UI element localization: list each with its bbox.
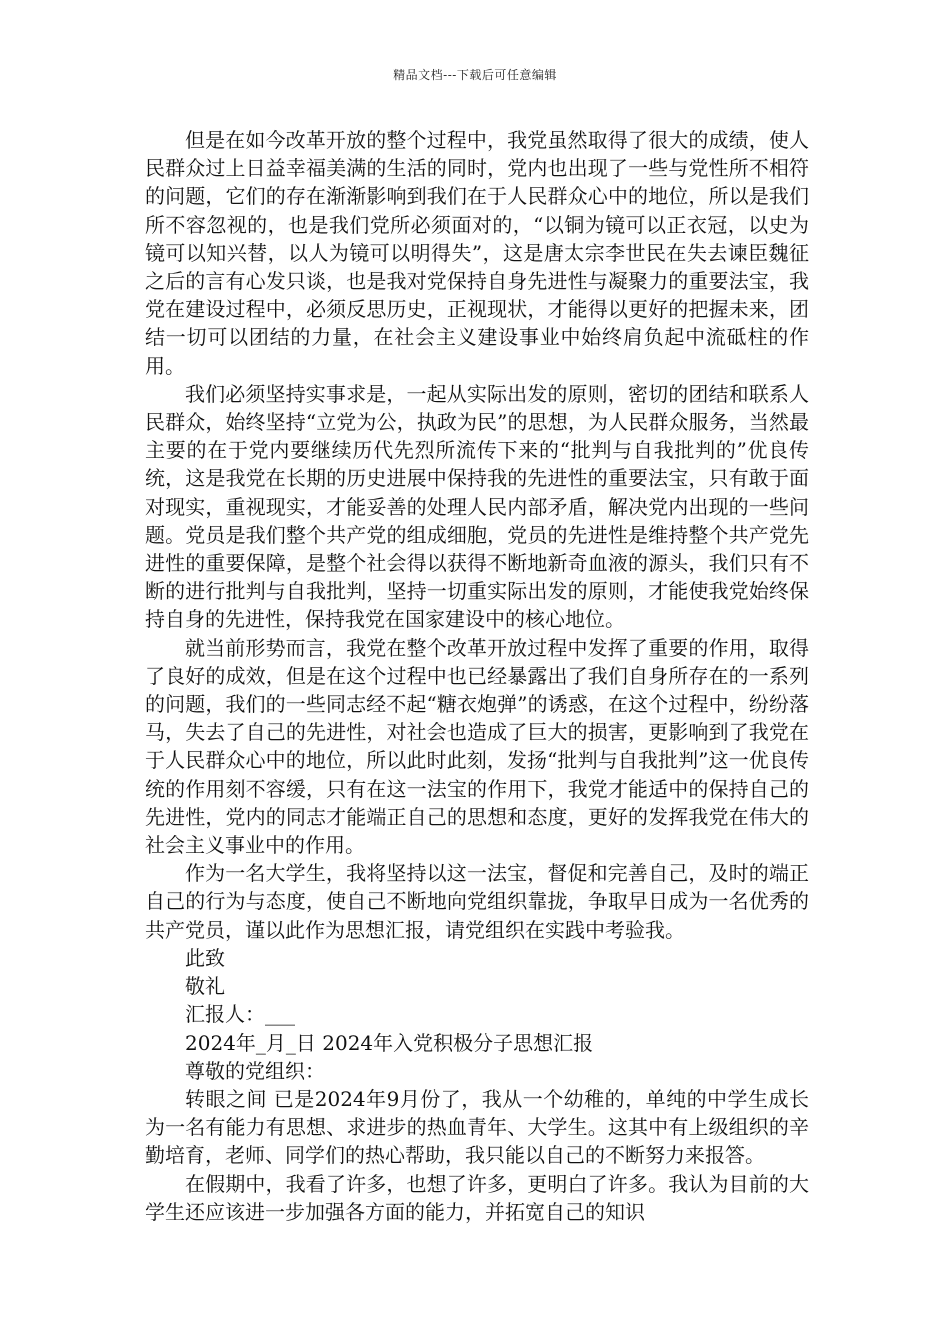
paragraph: 就当前形势而言，我党在整个改革开放过程中发挥了重要的作用，取得了良好的成效，但是在这个过程中也已经暴露出了我们自身所存在的一系列的问题，我们的一些同志经不起“糖衣炮弹”的诱惑，在这个过程中，纷纷落马，失去了自己的先进性，对社会也造成了巨大的损害，更影响到了我党在于人民群众心中的地位，所以此时此刻，发扬“批判与自我批判”这一优良传统的作用刻不容缓，只有在这一法宝的作用下，我党才能适中的保持自己的先进性，党内的同志才能端正自己的思想和态度，更好的发挥我党在伟大的社会主义事业中的作用。 (145, 635, 809, 858)
paragraph: 在假期中，我看了许多，也想了许多，更明白了许多。我认为目前的大学生还应该进一步加强各方面的能力，并拓宽自己的知识 (145, 1171, 809, 1224)
closing-regards: 敬礼 (185, 974, 225, 999)
date-title-line: 2024年_月_日 2024年入党积极分子思想汇报 (185, 1030, 594, 1055)
greeting: 尊敬的党组织： (185, 1058, 325, 1083)
paragraph: 作为一名大学生，我将坚持以这一法宝，督促和完善自己，及时的端正自己的行为与态度，使自己不断地向党组织靠拢，争取早日成为一名优秀的共产党员，谨以此作为思想汇报，请党组织在实践中考验我。 (145, 861, 809, 942)
closing-salutation: 此致 (185, 945, 225, 970)
paragraph: 我们必须坚持实事求是，一起从实际出发的原则，密切的团结和联系人民群众，始终坚持“立党为公，执政为民”的思想，为人民群众服务，当然最主要的在于党内要继续历代先烈所流传下来的“批判与自我批判的”优良传统，这是我党在长期的历史进展中保持我的先进性的重要法宝，只有敢于面对现实，重视现实，才能妥善的处理人民内部矛盾，解决党内出现的一些问题。党员是我们整个共产党的组成细胞，党员的先进性是维持整个共产党先进性的重要保障，是整个社会得以获得不断地新奇血液的源头，我们只有不断的进行批判与自我批判，坚持一切重实际出发的原则，才能使我党始终保持自身的先进性，保持我党在国家建设中的核心地位。 (145, 381, 809, 632)
page-header: 精品文档---下载后可任意编辑 (393, 68, 557, 82)
paragraph: 转眼之间 已是2024年9月份了，我从一个幼稚的，单纯的中学生成长为一名有能力有思想、求进步的热血青年、大学生。这其中有上级组织的辛勤培育，老师、同学们的热心帮助，我只能以自己的不断努力来报答。 (145, 1086, 809, 1168)
document-body (145, 126, 809, 1226)
reporter-line: 汇报人：___ (185, 1002, 295, 1027)
paragraph: 但是在如今改革开放的整个过程中，我党虽然取得了很大的成绩，使人民群众过上日益幸福美满的生活的同时，党内也出现了一些与党性所不相符的问题，它们的存在渐渐影响到我们在于人民群众心中的地位，所以是我们所不容忽视的，也是我们党所必须面对的，“以铜为镜可以正衣冠，以史为镜可以知兴替，以人为镜可以明得失”，这是唐太宗李世民在失去谏臣魏征之后的言有心发只谈，也是我对党保持自身先进性与凝聚力的重要法宝，我党在建设过程中，必须反思历史，正视现状，才能得以更好的把握未来，团结一切可以团结的力量，在社会主义建设事业中始终肩负起中流砥柱的作用。 (145, 128, 809, 378)
